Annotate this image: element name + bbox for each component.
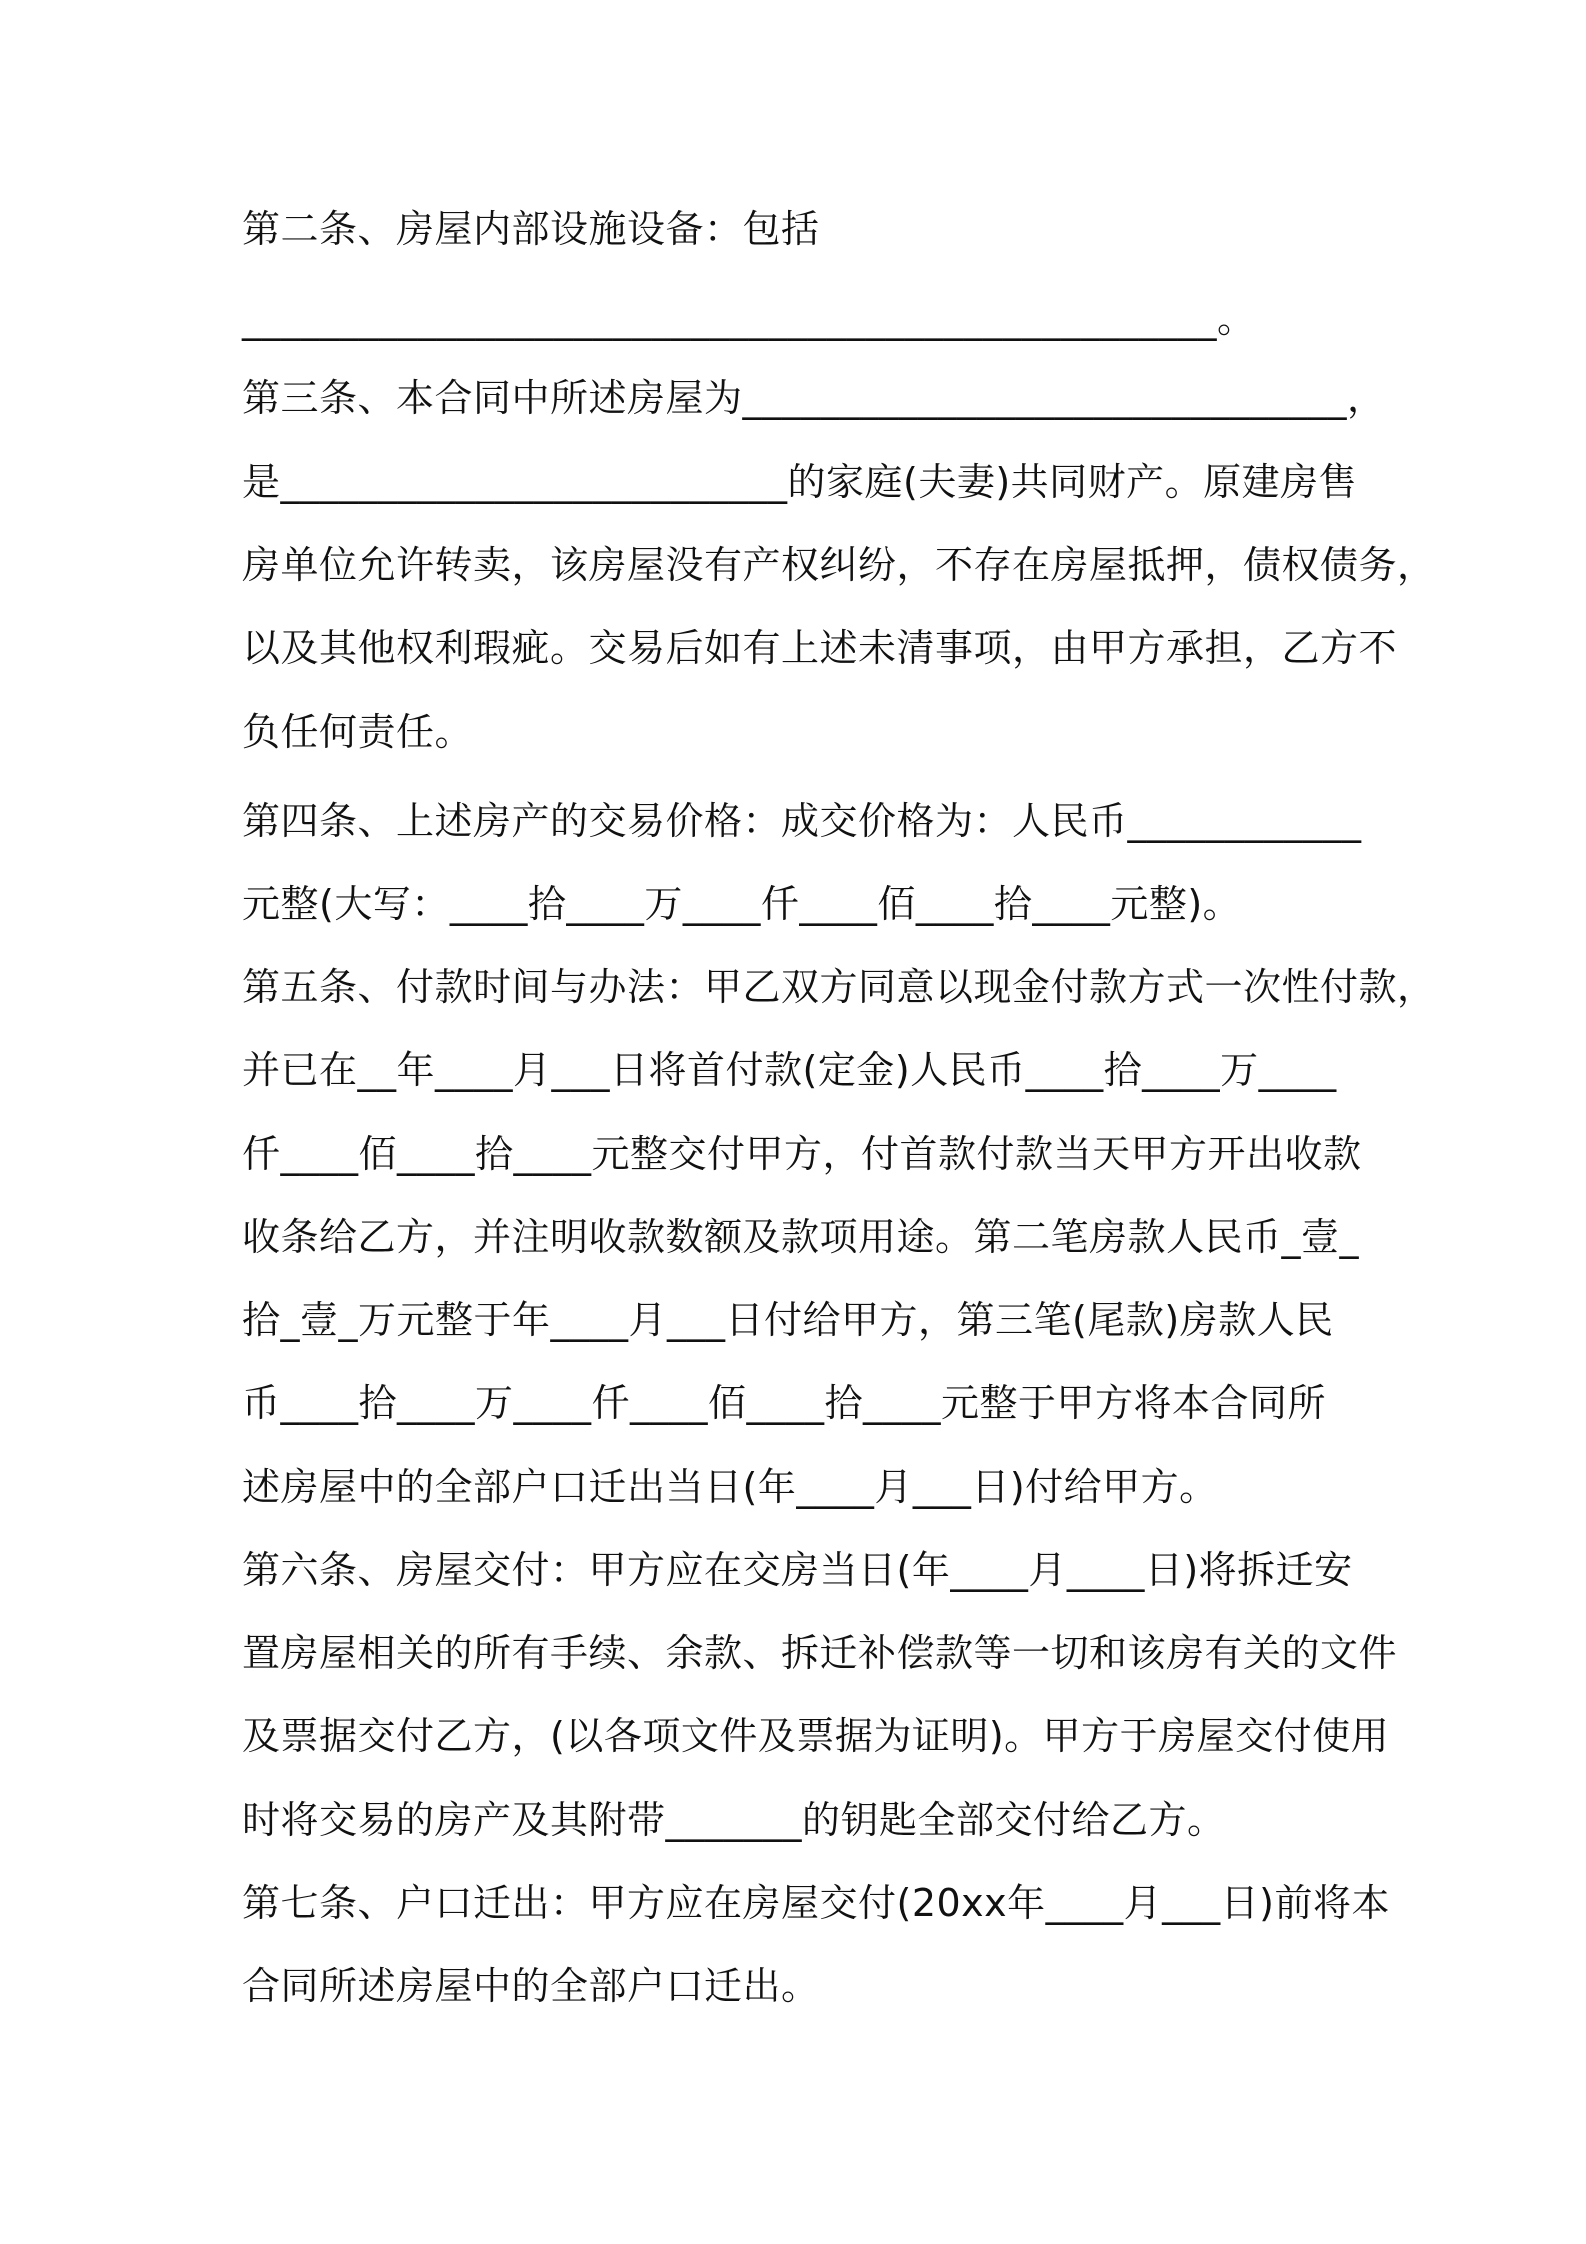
clause-2-blank-line: __________________________________________________。 (242, 297, 1256, 341)
clause-5-line-3: 仟____佰____拾____元整交付甲方，付首款付款当天甲方开出收款 (242, 1132, 1362, 1176)
clause-5-line-1: 第五条、付款时间与办法：甲乙双方同意以现金付款方式一次性付款， (242, 965, 1436, 1009)
clause-5-line-2: 并已在__年____月___日将首付款(定金)人民币____拾____万____ (242, 1048, 1337, 1092)
clause-5-line-7: 述房屋中的全部户口迁出当日(年____月___日)付给甲方。 (242, 1465, 1218, 1509)
clause-3-line-5: 负任何责任。 (242, 710, 474, 754)
clause-3-line-1: 第三条、本合同中所述房屋为_______________________________， (242, 376, 1386, 420)
clause-4-line-2: 元整(大写：____拾____万____仟____佰____拾____元整)。 (242, 882, 1242, 926)
clause-7-line-2: 合同所述房屋中的全部户口迁出。 (242, 1964, 820, 2008)
clause-3-line-2: 是__________________________的家庭(夫妻)共同财产。原建房售 (242, 460, 1358, 504)
clause-6-line-1: 第六条、房屋交付：甲方应在交房当日(年____月____日)将拆迁安 (242, 1548, 1353, 1592)
clause-7-line-1: 第七条、户口迁出：甲方应在房屋交付(20xx年____月___日)前将本 (242, 1881, 1390, 1925)
clause-6-line-4: 时将交易的房产及其附带_______的钥匙全部交付给乙方。 (242, 1798, 1226, 1842)
clause-5-line-4: 收条给乙方，并注明收款数额及款项用途。第二笔房款人民币_壹_ (242, 1215, 1360, 1259)
clause-6-line-2: 置房屋相关的所有手续、余款、拆迁补偿款等一切和该房有关的文件 (242, 1631, 1398, 1675)
clause-5-line-5: 拾_壹_万元整于年____月___日付给甲方，第三笔(尾款)房款人民 (242, 1298, 1334, 1342)
clause-5-line-6: 币____拾____万____仟____佰____拾____元整于甲方将本合同所 (242, 1381, 1327, 1425)
clause-3-line-4: 以及其他权利瑕疵。交易后如有上述未清事项，由甲方承担，乙方不 (242, 626, 1398, 670)
clause-6-line-3: 及票据交付乙方，(以各项文件及票据为证明)。甲方于房屋交付使用 (242, 1714, 1390, 1758)
clause-3-line-3: 房单位允许转卖，该房屋没有产权纠纷，不存在房屋抵押，债权债务， (242, 543, 1436, 587)
clause-2-heading: 第二条、房屋内部设施设备：包括 (242, 207, 820, 251)
clause-4-line-1: 第四条、上述房产的交易价格：成交价格为：人民币____________ (242, 799, 1362, 843)
